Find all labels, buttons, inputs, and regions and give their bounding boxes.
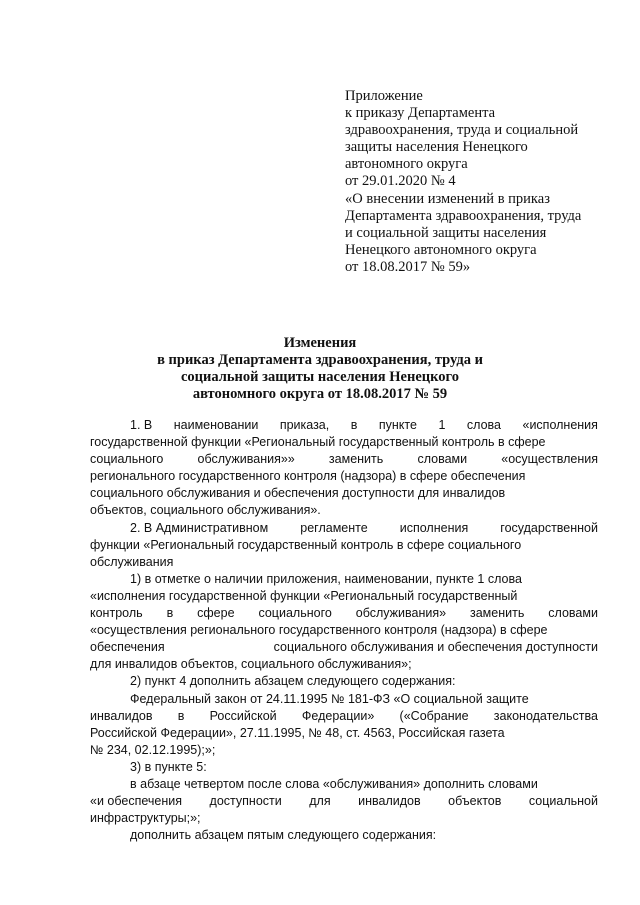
appendix-line: Департамента здравоохранения, труда <box>345 207 582 224</box>
appendix-line: к приказу Департамента <box>345 105 496 122</box>
body-line: социального обслуживания и обеспечения доступности для инвалидов <box>90 486 506 501</box>
body-line: № 234, 02.12.1995);»; <box>90 742 216 757</box>
body-line: социального обслуживания»» заменить словами «осуществления <box>90 452 598 467</box>
body-line: 1. В наименовании приказа, в пункте 1 слова «исполнения <box>130 418 598 432</box>
title-line: в приказ Департамента здравоохранения, труда и <box>157 352 483 369</box>
appendix-header <box>345 87 605 275</box>
body-line: 3) в пункте 5: <box>130 759 207 774</box>
appendix-line: автономного округа <box>345 156 468 173</box>
body-line: 2) пункт 4 дополнить абзацем следующего содержания: <box>130 674 456 689</box>
appendix-line: от 29.01.2020 № 4 <box>345 173 456 190</box>
body-line: «исполнения государственной функции «Региональный государственный <box>90 588 518 603</box>
body-line: обеспечения социального обслуживания и обеспечения доступности <box>90 640 598 655</box>
body-line: для инвалидов объектов, социального обслуживания»; <box>90 657 412 672</box>
appendix-line: и социальной защиты населения <box>345 224 547 241</box>
appendix-line: от 18.08.2017 № 59» <box>345 258 471 275</box>
appendix-line: Ненецкого автономного округа <box>345 241 537 258</box>
body-line: контроль в сфере социального обслуживания» заменить словами <box>90 606 598 621</box>
body-line: в абзаце четвертом после слова «обслуживания» дополнить словами <box>130 776 538 791</box>
appendix-line: здравоохранения, труда и социальной <box>345 122 579 139</box>
body-line: дополнить абзацем пятым следующего содержания: <box>130 828 437 843</box>
appendix-line: «О внесении изменений в приказ <box>345 190 550 207</box>
body-line: обслуживания <box>90 554 174 569</box>
body-line: Федеральный закон от 24.11.1995 № 181-ФЗ «О социальной защите <box>130 691 529 706</box>
body-line: инфраструктуры;»; <box>90 811 201 826</box>
title-line: Изменения <box>283 335 357 351</box>
document-title <box>90 334 550 402</box>
body-line: государственной функции «Региональный государственный контроль в сфере <box>90 435 546 450</box>
appendix-line: Приложение <box>345 88 423 104</box>
body-line: инвалидов в Российской Федерации» («Собрание законодательства <box>90 708 598 723</box>
body-line: регионального государственного контроля (надзора) в сфере обеспечения <box>90 469 526 484</box>
body-line: 2. В Административном регламенте исполнения государственной <box>130 520 598 535</box>
body-line: 1) в отметке о наличии приложения, наименовании, пункте 1 слова <box>130 571 522 586</box>
appendix-line: защиты населения Ненецкого <box>345 139 528 156</box>
body-line: объектов, социального обслуживания». <box>90 503 321 518</box>
document-body <box>90 417 598 844</box>
title-line: социальной защиты населения Ненецкого <box>180 369 460 386</box>
body-line: «и обеспечения доступности для инвалидов объектов социальной <box>90 794 598 809</box>
body-line: Российской Федерации», 27.11.1995, № 48, ст. 4563, Российская газета <box>90 725 505 740</box>
body-line: функции «Региональный государственный контроль в сфере социального <box>90 537 522 552</box>
title-line: автономного округа от 18.08.2017 № 59 <box>192 386 448 403</box>
body-line: «осуществления регионального государственного контроля (надзора) в сфере <box>90 623 548 638</box>
